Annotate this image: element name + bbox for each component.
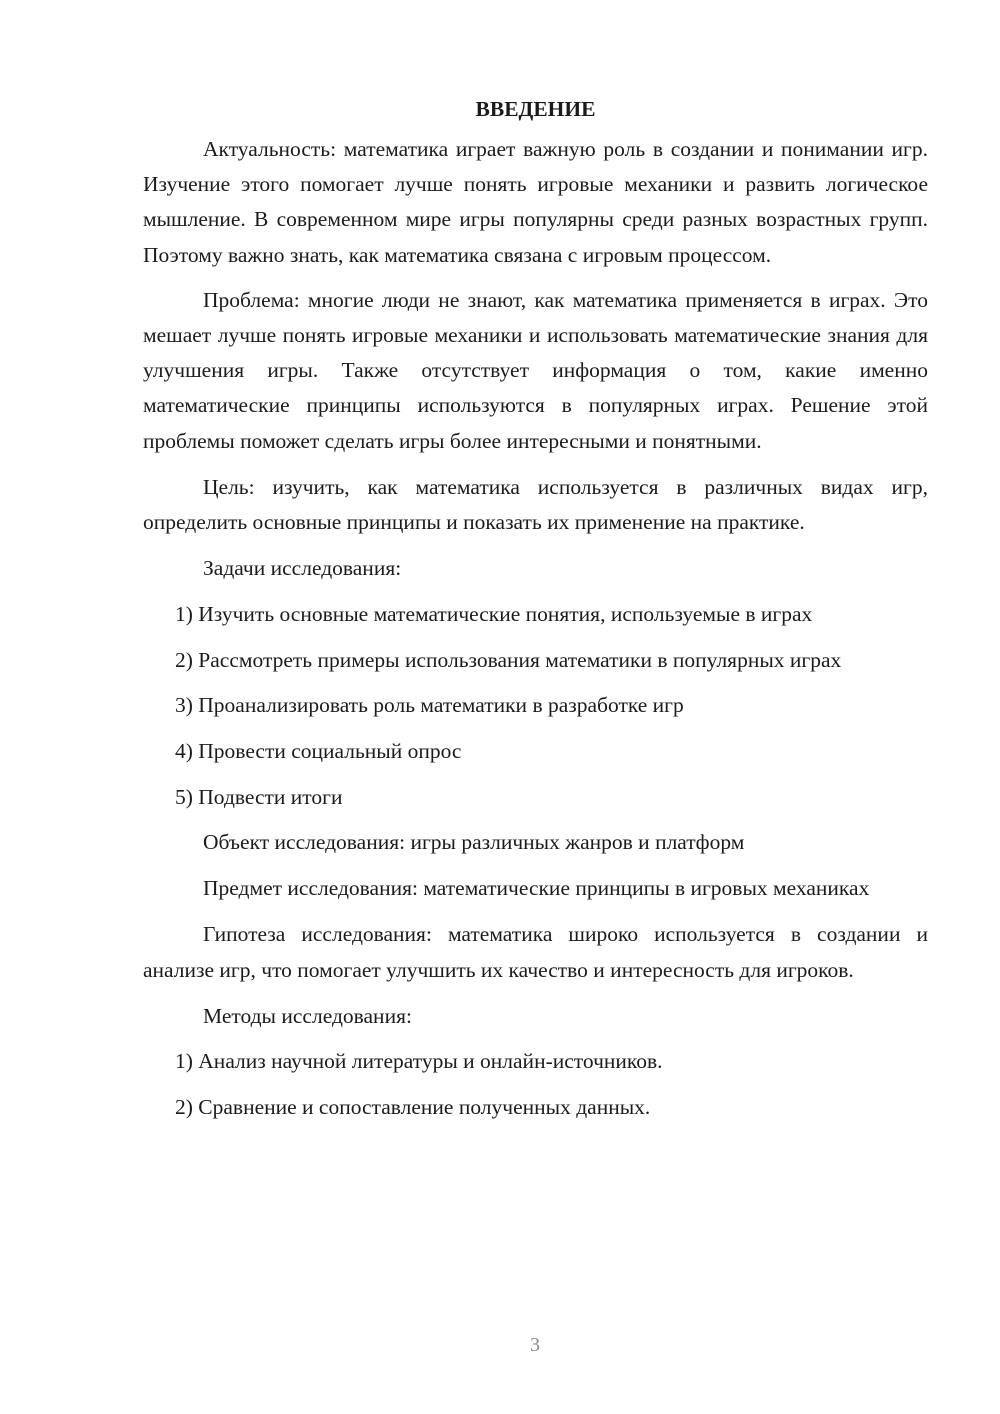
task-item: 5) Подвести итоги <box>175 784 343 809</box>
document-page <box>143 92 928 1125</box>
methods-heading: Методы исследования: <box>203 1003 412 1028</box>
task-item: 4) Провести социальный опрос <box>175 739 462 764</box>
relevance-paragraph: Актуальность: математика играет важную роль в создании и понимании игр. Изучение этого помогает лучше понять игровые механики и развить логическое мышление. В современном мире игры популярны среди разных возрастных групп. Поэтому важно знать, как математика связана с игровым процессом. <box>143 137 928 267</box>
page-title: ВВЕДЕНИЕ <box>475 97 596 121</box>
goal-paragraph: Цель: изучить, как математика используется в различных видах игр, определить основные принципы и показать их применение на практике. <box>143 474 928 535</box>
method-item: 1) Анализ научной литературы и онлайн-источников. <box>175 1049 663 1074</box>
tasks-heading: Задачи исследования: <box>203 556 402 581</box>
task-item: 2) Рассмотреть примеры использования математики в популярных играх <box>175 647 842 672</box>
research-hypothesis: Гипотеза исследования: математика широко используется в создании и анализе игр, что помогает улучшить их качество и интересность для игроков. <box>143 922 928 982</box>
task-item: 1) Изучить основные математические понятия, используемые в играх <box>175 601 813 626</box>
page-number: 3 <box>530 1334 540 1356</box>
research-object: Объект исследования: игры различных жанров и платформ <box>203 830 745 855</box>
method-item: 2) Сравнение и сопоставление полученных данных. <box>175 1095 651 1120</box>
research-subject: Предмет исследования: математические принципы в игровых механиках <box>203 876 870 901</box>
problem-paragraph: Проблема: многие люди не знают, как математика применяется в играх. Это мешает лучше понять игровые механики и использовать математические знания для улучшения игры. Также отсутствует информация о том, какие именно математические принципы используются в популярных играх. Решение этой проблемы поможет сделать игры более интересными и понятными. <box>143 287 928 453</box>
task-item: 3) Проанализировать роль математики в разработке игр <box>175 693 684 718</box>
